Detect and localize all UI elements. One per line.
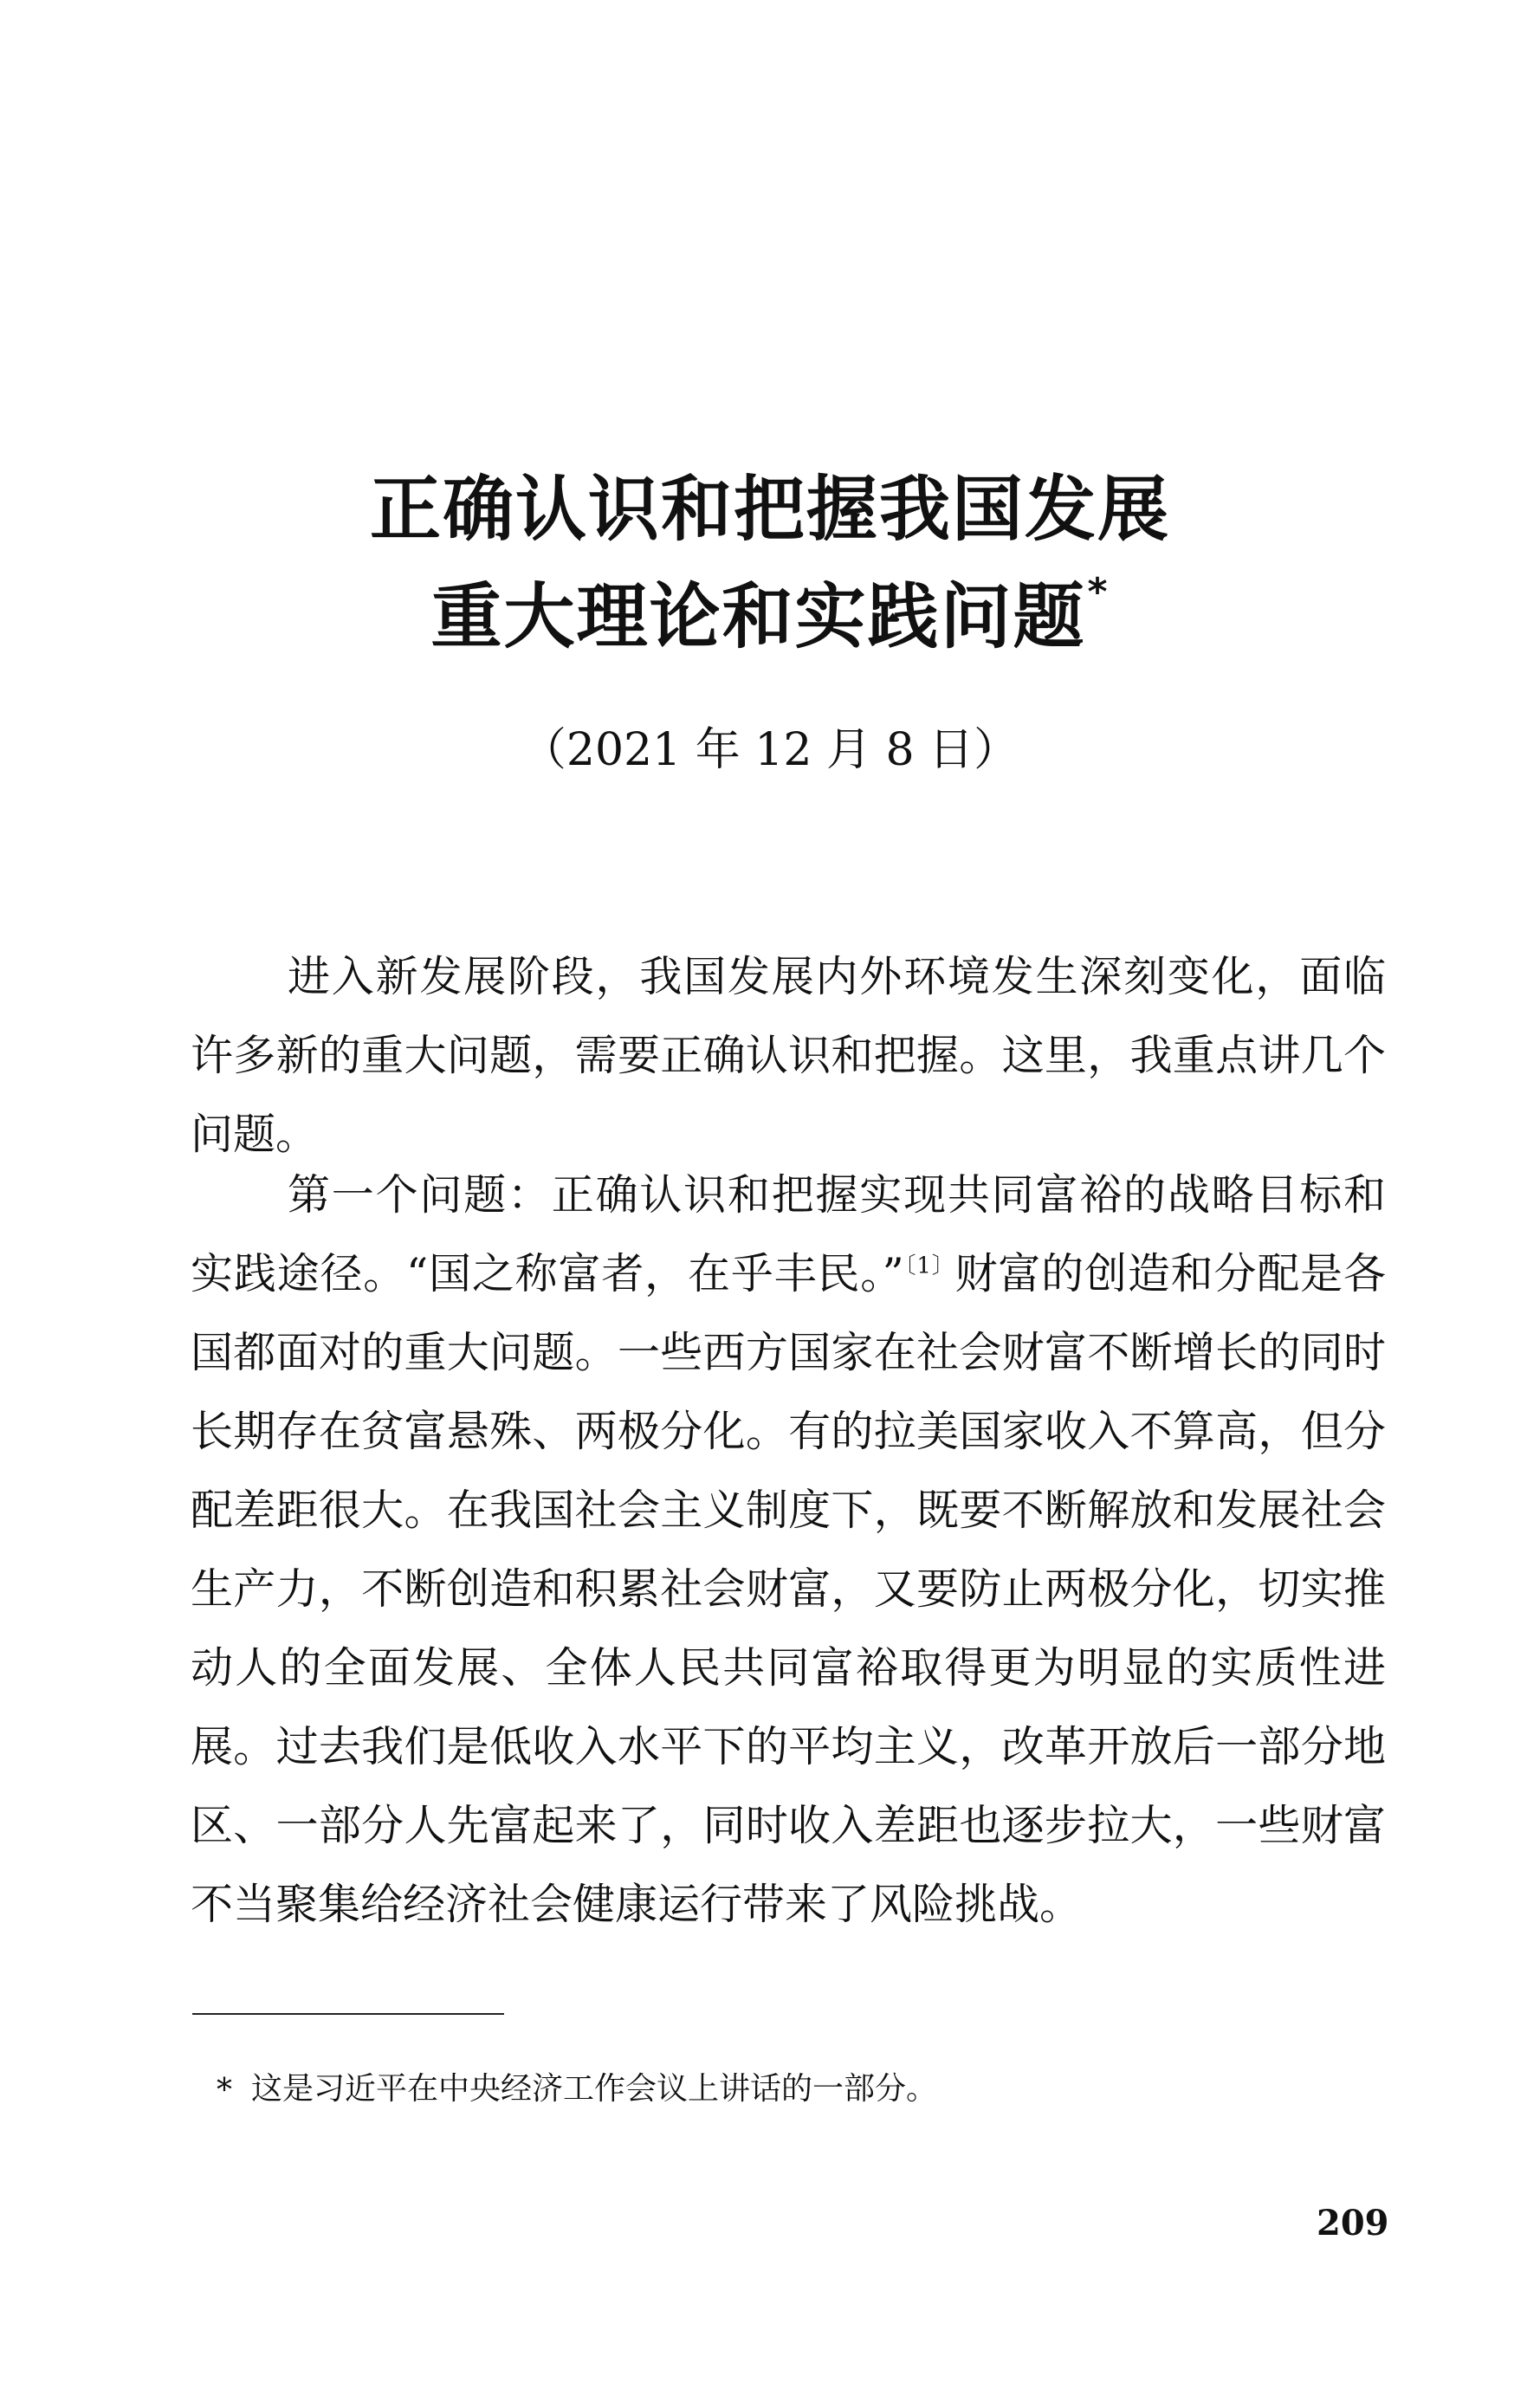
title-line-2-text: 重大理论和实践问题 xyxy=(430,576,1086,658)
title-line-1 xyxy=(0,469,1540,551)
paragraph-first-question-body: 财富的创造和分配是各国都面对的重大问题。一些西方国家在社会财富不断增长的同时长期存在贫富悬殊、两极分化。有的拉美国家收入不算高，但分配差距很大。在我国社会主义制度下，既要不断解放和发展社会生产力，不断创造和积累社会财富，又要防止两极分化，切实推动人的全面发展、全体人民共同富裕取得更为明显的实质性进展。过去我们是低收入水平下的平均主义，改革开放后一部分地区、一部分人先富起来了，同时收入差距也逐步拉大，一些财富不当聚集给经济社会健康运行带来了风险挑战。 xyxy=(191,1249,1386,1929)
paragraph-intro: 进入新发展阶段，我国发展内外环境发生深刻变化，面临许多新的重大问题，需要正确认识和把握。这里，我重点讲几个问题。 xyxy=(191,952,1386,1159)
title-footnote-marker[interactable]: * xyxy=(1087,570,1110,614)
footnote-divider xyxy=(192,2013,504,2015)
footnote-marker: * xyxy=(217,2073,232,2108)
speech-date: （2021 年 12 月 8 日） xyxy=(521,724,1019,776)
reference-note-1[interactable]: 〔1〕 xyxy=(903,1253,955,1279)
paragraph-first-question xyxy=(191,1156,1386,1944)
footnote xyxy=(217,2070,938,2108)
title-line-2 xyxy=(0,570,1540,658)
paragraph-first-question-lead: 第一个问题：正确认识和把握实现共同富裕的战略目标和实践途径。“国之称富者，在乎丰民。” xyxy=(191,1170,1386,1298)
title-line-1-text: 正确认识和把握我国发展 xyxy=(369,469,1170,551)
footnote-text: 这是习近平在中央经济工作会议上讲话的一部分。 xyxy=(251,2071,938,2107)
page-number: 209 xyxy=(1317,2203,1389,2243)
